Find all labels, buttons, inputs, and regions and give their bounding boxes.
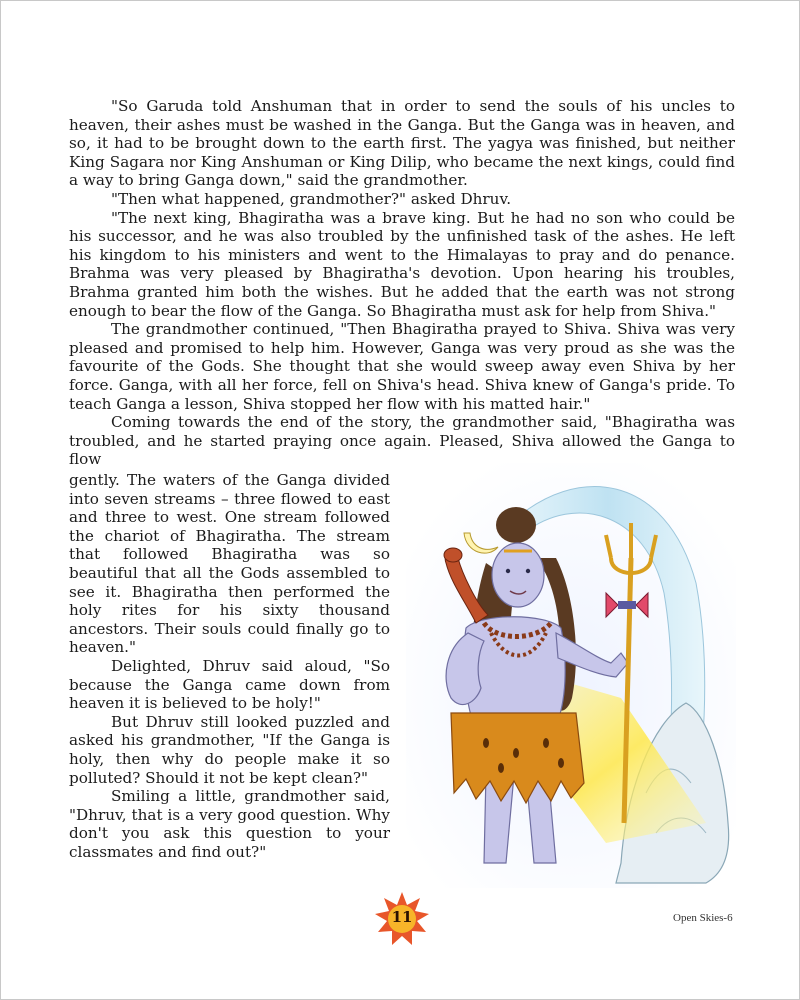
- damaru-center: [618, 601, 636, 609]
- left-eye: [506, 569, 510, 573]
- paragraph: The grandmother continued, "Then Bhagiratha prayed to Shiva. Shiva was very pleased and promised to help him. However, Ganga was very proud as she was the favourite of the Gods. She thought that she would sweep away even Shiva by her force. Ganga, with all her force, fell on Shiva's head. Shiva knew of Ganga's pride. To teach Ganga a lesson, Shiva stopped her flow with his matted hair.": [69, 320, 735, 413]
- page-number-badge: [374, 891, 430, 947]
- paragraph: "Then what happened, grandmother?" asked Dhruv.: [111, 189, 512, 208]
- skirt-spot: [558, 758, 564, 768]
- left-column-text: [69, 471, 390, 861]
- paragraph: "So Garuda told Anshuman that in order to send the souls of his uncles to heaven, their ashes must be washed in the Ganga. But the Ganga was in heaven, and so, it had to be brought down to the earth first. The yagya was finished, but neither King Sagara nor King Anshuman or King Dilip, who became the next kings, could find a way to bring Ganga down," said the grandmother.: [69, 97, 735, 190]
- paragraph: "The next king, Bhagiratha was a brave king. But he had no son who could be his successor, and he was also troubled by the unfinished task of the ashes. He left his kingdom to his ministers and went to the Himalayas to pray and do penance. Brahma was very pleased by Bhagiratha's devotion. Upon hearing his troubles, Brahma granted him both the wishes. But he added that the earth was not strong enough to bear the flow of the Ganga. So Bhagiratha must ask for help from Shiva.": [69, 208, 735, 320]
- paragraph: Delighted, Dhruv said aloud, "So because the Ganga came down from heaven it is believed to be holy!": [69, 656, 390, 713]
- serpent-head: [444, 548, 462, 562]
- shiva-ganga-illustration: [406, 463, 736, 888]
- skirt-spot: [483, 738, 489, 748]
- paragraph: Smiling a little, grandmother said, "Dhruv, that is a very good question. Why don't you ask this question to your classmates and find out?": [69, 787, 390, 861]
- hair-topknot: [496, 507, 536, 543]
- paragraph: Coming towards the end of the story, the grandmother said, "Bhagiratha was troubled, and he started praying once again. Pleased, Shiva allowed the Ganga to flow: [69, 413, 735, 469]
- paragraph: But Dhruv still looked puzzled and asked his grandmother, "If the Ganga is holy, then why do people make it so polluted? Should it not be kept clean?": [69, 712, 390, 787]
- skirt-spot: [513, 748, 519, 758]
- page-number: 11: [391, 908, 413, 926]
- illustration-svg: [406, 463, 736, 888]
- face: [492, 543, 544, 607]
- torso: [464, 617, 565, 725]
- footer-book-title: Open Skies-6: [673, 912, 733, 924]
- skirt-spot: [543, 738, 549, 748]
- paragraph: gently. The waters of the Ganga divided into seven streams – three flowed to east and three to west. One stream followed the chariot of Bhagiratha. The stream that followed Bhagiratha was so beautiful that all the Gods assembled to see it. Bhagiratha then performed the holy rites for his sixty thousand ancestors. Their souls could finally go to heaven.": [69, 471, 390, 657]
- full-width-text: [69, 97, 735, 469]
- right-eye: [526, 569, 530, 573]
- skirt-spot: [498, 763, 504, 773]
